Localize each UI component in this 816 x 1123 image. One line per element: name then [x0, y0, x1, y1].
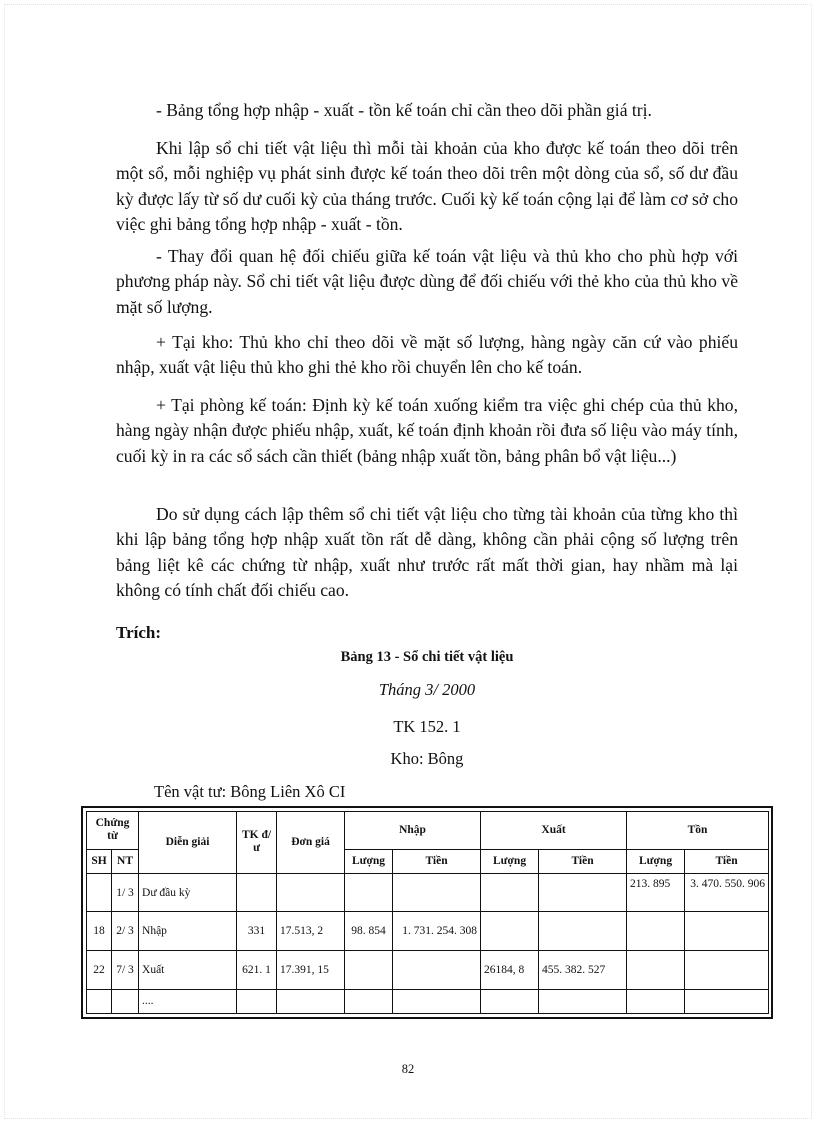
cell-don-gia: 17.391, 15 [277, 951, 345, 990]
table-row [87, 951, 769, 990]
ledger-table-frame [81, 806, 773, 1019]
cell-nt [112, 989, 139, 1013]
cell-xuat-luong: 26184, 8 [481, 951, 539, 990]
header-nhap: Nhập [345, 812, 481, 850]
cell-ton-tien [685, 912, 769, 951]
cell-ton-tien [685, 951, 769, 990]
cell-don-gia [277, 873, 345, 912]
cell-nt: 1/ 3 [112, 873, 139, 912]
header-chung-tu: Chứng từ [87, 812, 139, 850]
cell-nhap-luong [345, 951, 393, 990]
month-label: Tháng 3/ 2000 [378, 680, 476, 699]
header-sh: SH [87, 849, 112, 873]
paragraph-at-accounting: + Tại phòng kế toán: Định kỳ kế toán xuống kiểm tra việc ghi chép của thủ kho, hàng ngày nhận được phiếu nhập, xuất, kế toán định khoản rồi đưa số liệu vào máy tính, cuối kỳ in ra các sổ sách cần thiết (bảng nhập xuất tồn, bảng phân bổ vật liệu...) [116, 395, 738, 466]
cell-ton-luong [627, 989, 685, 1013]
header-nt: NT [112, 849, 139, 873]
cell-nhap-luong [345, 873, 393, 912]
table-row [87, 912, 769, 951]
cell-xuat-tien [539, 989, 627, 1013]
cell-sh: 22 [87, 951, 112, 990]
cell-dien-giai: .... [139, 989, 237, 1013]
cell-dien-giai: Xuất [139, 951, 237, 990]
cell-nhap-tien [393, 951, 481, 990]
header-dien-giai: Diễn giải [139, 812, 237, 874]
header-xuat-luong: Lượng [481, 849, 539, 873]
cell-nhap-tien: 1. 731. 254. 308 [393, 912, 481, 951]
header-xuat: Xuất [481, 812, 627, 850]
header-tk-du: TK đ/ ư [237, 812, 277, 874]
header-ton: Tồn [627, 812, 769, 850]
paragraph-summary-value: - Bảng tổng hợp nhập - xuất - tồn kế toán chỉ cần theo dõi phần giá trị. [156, 100, 652, 120]
cell-nhap-luong: 98. 854 [345, 912, 393, 951]
cell-tk [237, 989, 277, 1013]
cell-ton-luong: 213. 895 [627, 873, 685, 912]
cell-nhap-luong [345, 989, 393, 1013]
cell-xuat-tien [539, 912, 627, 951]
table-title: Bảng 13 - Sổ chi tiết vật liệu [340, 649, 514, 665]
cell-tk [237, 873, 277, 912]
cell-ton-tien: 3. 470. 550. 906 [685, 873, 769, 912]
cell-xuat-tien: 455. 382. 527 [539, 951, 627, 990]
cell-tk: 621. 1 [237, 951, 277, 990]
table-row [87, 989, 769, 1013]
cell-sh [87, 989, 112, 1013]
cell-sh: 18 [87, 912, 112, 951]
warehouse-label: Kho: Bông [390, 749, 464, 768]
header-row-top [87, 812, 769, 850]
paragraph-at-warehouse: + Tại kho: Thủ kho chỉ theo dõi về mặt số lượng, hàng ngày căn cứ vào phiếu nhập, xuất vật liệu thủ kho ghi thẻ kho rồi chuyển lên cho kế toán. [116, 332, 738, 378]
cell-xuat-luong [481, 873, 539, 912]
header-nhap-tien: Tiền [393, 849, 481, 873]
cell-nhap-tien [393, 873, 481, 912]
header-don-gia: Đơn giá [277, 812, 345, 874]
cell-tk: 331 [237, 912, 277, 951]
header-ton-tien: Tiền [685, 849, 769, 873]
header-xuat-tien: Tiền [539, 849, 627, 873]
cell-ton-luong [627, 951, 685, 990]
cell-xuat-luong [481, 989, 539, 1013]
cell-sh [87, 873, 112, 912]
cell-don-gia [277, 989, 345, 1013]
paragraph-reconciliation: - Thay đổi quan hệ đối chiếu giữa kế toán vật liệu và thủ kho cho phù hợp với phương pháp này. Sổ chi tiết vật liệu được dùng để đối chiếu với thẻ kho của thủ kho về mặt số lượng. [116, 246, 738, 317]
paragraph-ledger-method: Khi lập sổ chi tiết vật liệu thì mỗi tài khoản của kho được kế toán theo dõi trên một sổ, mỗi nghiệp vụ phát sinh được kế toán theo dõi trên một dòng của sổ, số dư đầu kỳ được lấy từ số dư cuối kỳ của tháng trước. Cuối kỳ kế toán cộng lại để làm cơ sở cho việc ghi bảng tổng hợp nhập - xuất - tồn. [116, 138, 738, 234]
paragraph-conclusion: Do sử dụng cách lập thêm sổ chi tiết vật liệu cho từng tài khoản của từng kho thì khi lập bảng tổng hợp nhập xuất tồn rất dễ dàng, không cần phải cộng số lượng trên bảng liệt kê các chứng từ nhập, xuất như trước rất mất thời gian, hay nhầm mà lại không có tính chất đối chiếu cao. [116, 504, 738, 600]
cell-ton-tien [685, 989, 769, 1013]
cell-xuat-luong [481, 912, 539, 951]
cell-don-gia: 17.513, 2 [277, 912, 345, 951]
ledger-table [86, 811, 769, 1014]
header-ton-luong: Lượng [627, 849, 685, 873]
account-label: TK 152. 1 [393, 717, 461, 736]
cell-nt: 2/ 3 [112, 912, 139, 951]
cell-xuat-tien [539, 873, 627, 912]
material-label: Tên vật tư: Bông Liên Xô CI [154, 782, 346, 801]
cell-nhap-tien [393, 989, 481, 1013]
cell-dien-giai: Dư đầu kỳ [139, 873, 237, 912]
cell-nt: 7/ 3 [112, 951, 139, 990]
cell-ton-luong [627, 912, 685, 951]
cell-dien-giai: Nhập [139, 912, 237, 951]
excerpt-label: Trích: [116, 623, 162, 642]
table-row [87, 873, 769, 912]
page-number: 82 [401, 1062, 415, 1076]
header-nhap-luong: Lượng [345, 849, 393, 873]
